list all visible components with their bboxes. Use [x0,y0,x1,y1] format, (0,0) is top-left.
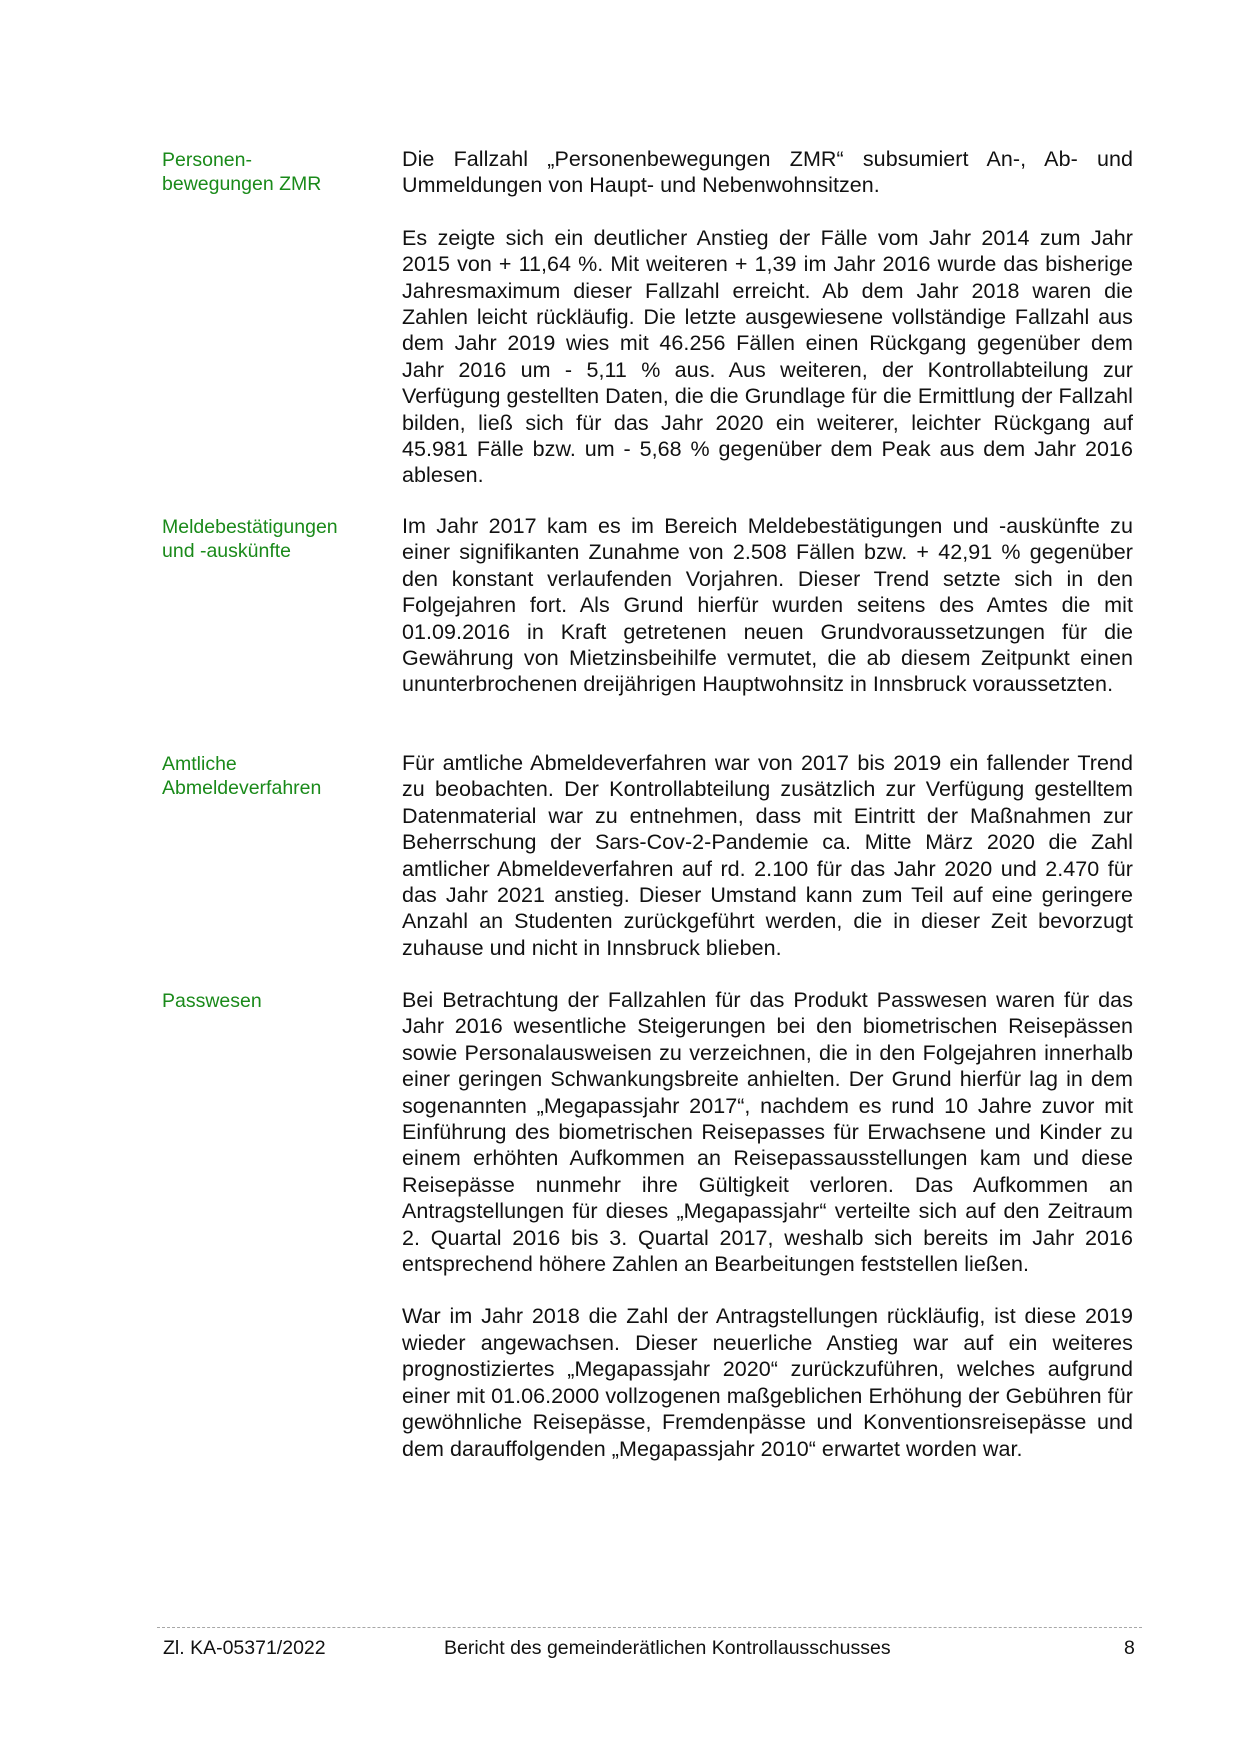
section-label [162,148,372,196]
paragraph: Die Fallzahl „Personenbewegungen ZMR“ subsumiert An-, Ab- und Ummeldungen von Haupt- und Nebenwohnsitzen. [402,147,1133,198]
paragraph: Bei Betrachtung der Fallzahlen für das Produkt Passwesen waren für das Jahr 2016 wesentliche Steigerungen bei den biometrischen Reisepässen sowie Personalausweisen zu verzeichnen, die in den Folgejahren innerhalb einer geringen Schwankungsbreite anhielten. Der Grund hierfür lag in dem sogenannten „Megapassjahr 2017“, nachdem es rund 10 Jahre zuvor mit Einführung des biometrischen Reisepasses für Erwachsene und Kinder zu einem erhöhten Aufkommen an Reisepassausstellungen kam und diese Reisepässe nunmehr ihre Gültigkeit verloren. Das Aufkommen an Antragstellungen für dieses „Megapassjahr“ verteilte sich auf den Zeitraum 2. Quartal 2016 bis 3. Quartal 2017, weshalb sich bereits im Jahr 2016 entsprechend höhere Zahlen an Bearbeitungen feststellen ließen. [402,988,1133,1277]
section-label [162,752,372,800]
paragraph: Für amtliche Abmeldeverfahren war von 2017 bis 2019 ein fallender Trend zu beobachten. Der Kontrollabteilung zusätzlich zur Verfügung gestelltem Datenmaterial war zu entnehmen, dass mit Eintritt der Maßnahmen zur Beherrschung der Sars-Cov-2-Pandemie ca. Mitte März 2020 die Zahl amtlicher Abmeldeverfahren auf rd. 2.100 für das Jahr 2020 und 2.470 für das Jahr 2021 anstieg. Dieser Umstand kann zum Teil auf eine geringere Anzahl an Studenten zurückgeführt werden, die in dieser Zeit bevorzugt zuhause und nicht in Innsbruck blieben. [402,751,1133,960]
section-body [402,987,1133,1462]
section-body [402,146,1133,489]
section-label-line: Amtliche [162,753,237,775]
section-label-line: Personen- [162,149,252,171]
page-number: 8 [1124,1637,1135,1659]
footer-title: Bericht des gemeinderätlichen Kontrollausschusses [444,1637,891,1659]
section-label-line: Passwesen [162,990,262,1012]
section-label-line: Abmeldeverfahren [162,777,322,799]
footer-divider [157,1627,1142,1628]
footer-reference: Zl. KA-05371/2022 [163,1637,326,1659]
section-label-line: bewegungen ZMR [162,173,322,195]
section-label-line: und -auskünfte [162,540,292,562]
paragraph: Im Jahr 2017 kam es im Bereich Meldebestätigungen und -auskünfte zu einer signifikanten Zunahme von 2.508 Fällen bzw. + 42,91 % gegenüber den konstant verlaufenden Vorjahren. Dieser Trend setzte sich in den Folgejahren fort. Als Grund hierfür wurden seitens des Amtes die mit 01.09.2016 in Kraft getretenen neuen Grundvoraussetzungen für die Gewährung von Mietzinsbeihilfe vermutet, die ab diesem Zeitpunkt einen ununterbrochenen dreijährigen Hauptwohnsitz in Innsbruck voraussetzten. [402,514,1133,697]
section-label [162,989,372,1013]
section-body [402,750,1133,961]
paragraph: War im Jahr 2018 die Zahl der Antragstellungen rückläufig, ist diese 2019 wieder angewachsen. Dieser neuerliche Anstieg war auf ein weiteres prognostiziertes „Megapassjahr 2020“ zurückzuführen, welches aufgrund einer mit 01.06.2000 vollzogenen maßgeblichen Erhöhung der Gebühren für gewöhnliche Reisepässe, Fremdenpässe und Konventionsreisepässe und dem darauffolgenden „Megapassjahr 2010“ erwartet worden war. [402,1304,1133,1461]
section-body [402,513,1133,698]
section-label [162,515,372,563]
paragraph: Es zeigte sich ein deutlicher Anstieg der Fälle vom Jahr 2014 zum Jahr 2015 von + 11,64 %. Mit weiteren + 1,39 im Jahr 2016 wurde das bisherige Jahresmaximum dieser Fallzahl erreicht. Ab dem Jahr 2018 waren die Zahlen leicht rückläufig. Die letzte ausgewiesene vollständige Fallzahl aus dem Jahr 2019 wies mit 46.256 Fällen einen Rückgang gegenüber dem Jahr 2016 um - 5,11 % aus. Aus weiteren, der Kontrollabteilung zur Verfügung gestellten Daten, die die Grundlage für die Ermittlung der Fallzahl bilden, ließ sich für das Jahr 2020 ein weiterer, leichter Rückgang auf 45.981 Fälle bzw. um - 5,68 % gegenüber dem Peak aus dem Jahr 2016 ablesen. [402,225,1133,488]
section-label-line: Meldebestätigungen [162,516,338,538]
